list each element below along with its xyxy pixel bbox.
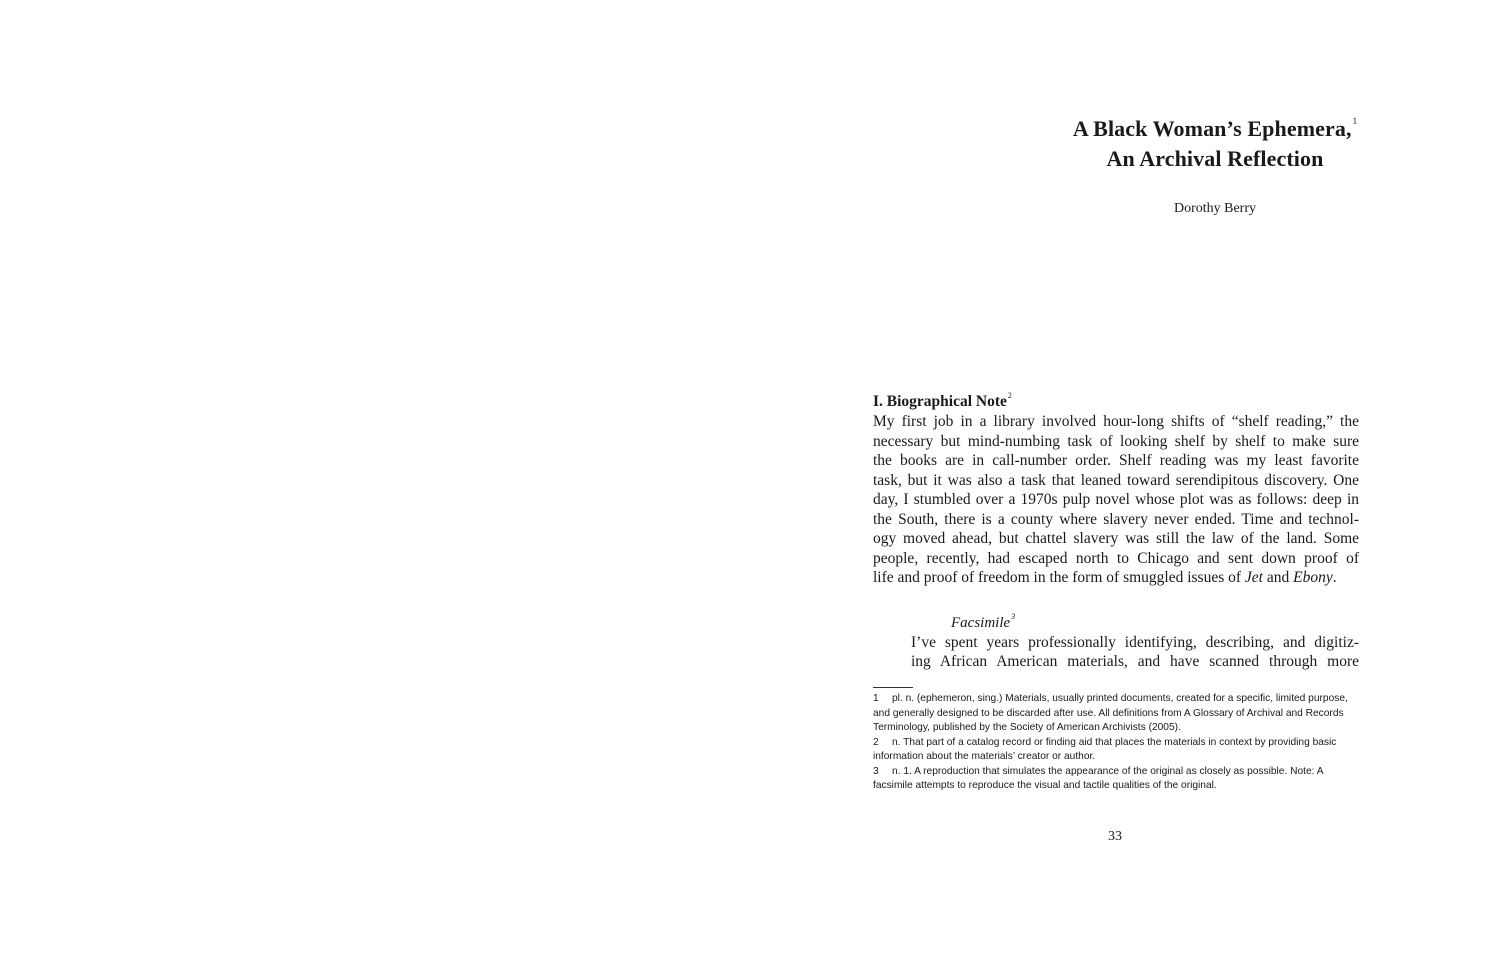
footnote-number: 1 <box>873 693 879 704</box>
paragraph-line-last <box>873 568 1359 588</box>
footnote-number: 2 <box>873 736 879 748</box>
page-number: 33 <box>1108 829 1122 844</box>
section-heading-text: I. Biographical Note <box>873 393 1007 410</box>
footnote-text: n. 1. A reproduction that simulates the appearance of the original as closely as possible. Note: A facsimile attempts to reproduce the visual and tactile qualities of the original. <box>873 765 1323 791</box>
paragraph-line: ing African American materials, and have scanned through more <box>911 653 1359 670</box>
article-title-line-2: An Archival Reflection <box>1106 146 1324 171</box>
author-name: Dorothy Berry <box>1173 201 1257 216</box>
paragraph-line: people, recently, had escaped north to Chicago and sent down proof of <box>873 549 1359 567</box>
footnote-ref-3[interactable]: 3 <box>1011 611 1016 621</box>
paragraph-line: day, I stumbled over a 1970s pulp novel whose plot was as follows: deep in <box>873 491 1359 508</box>
paragraph-line: My first job in a library involved hour-long shifts of “shelf reading,” the <box>873 413 1359 430</box>
magazine-title-ebony: Ebony <box>1293 569 1333 586</box>
footnote-3 <box>873 765 1353 794</box>
section-heading <box>873 386 1359 412</box>
footnote-text: pl. n. (ephemeron, sing.) Materials, usually printed documents, created for a specific, limited purpose, and generally designed to be discarded after use. All definitions from A Glossary of Archival and Records Terminology, published by the Society of American Archivists (2005). <box>873 693 1348 733</box>
line-text: . <box>1332 569 1337 586</box>
footnote-ref-2[interactable]: 2 <box>1007 391 1012 400</box>
paragraph-line: the South, there is a county where slavery never ended. Time and technol- <box>873 510 1359 528</box>
section-paragraph <box>873 412 1359 588</box>
footnote-ref-1[interactable]: 1 <box>1352 116 1358 126</box>
subsection-heading-text: Facsimile <box>951 614 1011 631</box>
subsection <box>873 607 1359 672</box>
subsection-heading <box>911 607 1359 633</box>
line-text: and <box>1263 569 1294 586</box>
magazine-title-jet: Jet <box>1244 569 1263 586</box>
title-text-1: A Black Woman’s Ephemera, <box>1072 116 1352 141</box>
subsection-paragraph <box>911 633 1359 672</box>
footnote-text: n. That part of a catalog record or finding aid that places the materials in context by providing basic information about the materials’ creator or author. <box>873 736 1337 762</box>
title-block <box>970 106 1460 218</box>
body-text <box>873 386 1359 672</box>
paragraph-line: ogy moved ahead, but chattel slavery was still the law of the land. Some <box>873 530 1359 547</box>
right-page <box>750 0 1500 957</box>
paragraph-line: task, but it was also a task that leaned toward serendipitous discovery. One <box>873 471 1359 489</box>
footnote-2 <box>873 736 1353 765</box>
line-text: life and proof of freedom in the form of smuggled issues of <box>873 569 1245 586</box>
footnote-divider <box>873 687 913 688</box>
paragraph-line: the books are in call-number order. Shelf reading was my least favorite <box>873 452 1359 469</box>
footnote-1 <box>873 692 1353 736</box>
paragraph-line: necessary but mind-numbing task of looking shelf by shelf to make sure <box>873 432 1359 450</box>
paragraph-line: I’ve spent years professionally identifying, describing, and digitiz- <box>911 633 1359 651</box>
footnote-number: 3 <box>873 765 879 777</box>
footnotes <box>873 692 1353 794</box>
article-title-line-1 <box>970 106 1460 144</box>
